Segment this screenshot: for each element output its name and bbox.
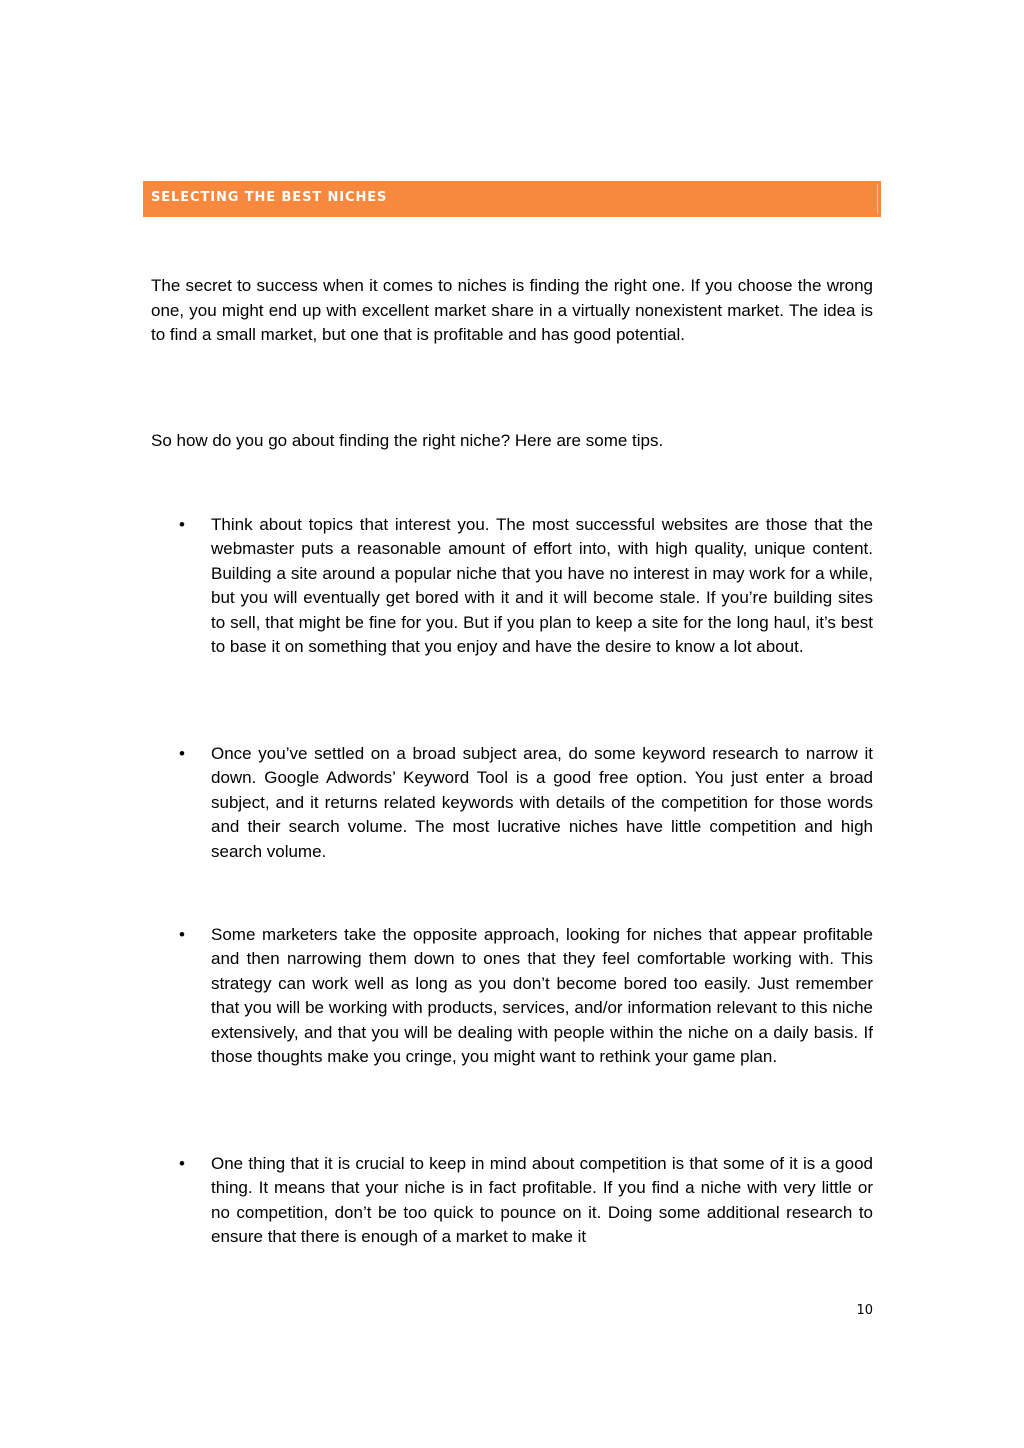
list-item [151, 1152, 873, 1250]
list-item [151, 923, 873, 1069]
bullet-icon: • [179, 1154, 185, 1173]
list-item-text: Once you’ve settled on a broad subject area, do some keyword research to narrow it down. Google Adwords’ Keyword Tool is a good free option. You just enter a broad subject, and it returns related keywords with details of the competition for those words and their search volume. The most lucrative niches have little competition and high search volume. [211, 744, 873, 861]
bullet-icon: • [179, 925, 185, 944]
section-title: SELECTING THE BEST NICHES [151, 190, 388, 205]
section-header [143, 181, 881, 217]
list-item-text: Some marketers take the opposite approach, looking for niches that appear profitable and then narrowing them down to ones that they feel comfortable working with. This strategy can work well as long as you don’t become bored too easily. Just remember that you will be working with products, services, and/or information relevant to this niche extensively, and that you will be dealing with people within the niche on a daily basis. If those thoughts make you cringe, you might want to rethink your game plan. [211, 925, 873, 1067]
bullet-icon: • [179, 515, 185, 534]
list-item [151, 742, 873, 864]
list-item-text: One thing that it is crucial to keep in mind about competition is that some of it is a good thing. It means that your niche is in fact profitable. If you find a niche with very little or no competition, don’t be too quick to pounce on it. Doing some additional research to ensure that there is enough of a market to make it [211, 1154, 873, 1247]
list-item [151, 513, 873, 659]
intro-paragraph: The secret to success when it comes to niches is finding the right one. If you choose the wrong one, you might end up with excellent market share in a virtually nonexistent market. The idea is to find a small market, but one that is profitable and has good potential. [151, 276, 873, 344]
page-number: 10 [856, 1303, 873, 1318]
bullet-icon: • [179, 744, 185, 763]
list-item-text: Think about topics that interest you. The most successful websites are those that the webmaster puts a reasonable amount of effort into, with high quality, unique content. Building a site around a popular niche that you have no interest in may work for a while, but you will eventually get bored with it and it will become stale. If you’re building sites to sell, that might be fine for you. But if you plan to keep a site for the long haul, it’s best to base it on something that you enjoy and have the desire to know a lot about. [211, 515, 873, 657]
tips-intro-paragraph: So how do you go about finding the right niche? Here are some tips. [151, 431, 664, 450]
